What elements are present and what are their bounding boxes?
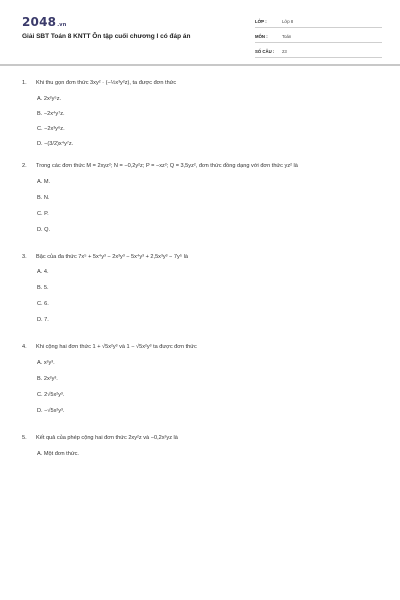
option-d[interactable]: D. −(3/2)x⁴y⁷z. (37, 141, 74, 147)
option-c[interactable]: C. −2x³y⁶z. (37, 126, 65, 132)
option-b[interactable]: B. −2x⁴y⁷z. (37, 111, 65, 117)
option-a[interactable]: A. 4. (37, 269, 49, 275)
option-d[interactable]: D. 7. (37, 317, 49, 323)
logo-main: 2048 (22, 15, 57, 29)
question-stem (22, 342, 384, 352)
question-5 (22, 433, 384, 459)
meta-row-subject (255, 31, 382, 43)
question-3 (22, 252, 384, 325)
question-text: Khi cộng hai đơn thức 1 + √5x²y³ và 1 − √5x²y³ ta được đơn thức (36, 344, 197, 350)
question-number: 1. (22, 80, 27, 86)
question-text: Bậc của đa thức 7x⁵ + 5x⁴y³ − 2x³y³ − 5x⁴y³ + 2,5x³y³ − 7y⁵ là (36, 254, 189, 260)
option-c[interactable]: C. 2√5x²y³. (37, 392, 65, 398)
meta-row-count (255, 46, 382, 58)
site-logo[interactable] (22, 15, 67, 29)
meta-row-grade (255, 16, 382, 28)
document-meta (255, 16, 382, 61)
question-1 (22, 78, 384, 149)
option-c[interactable]: C. P. (37, 211, 49, 217)
meta-label: SỐ CÂU : (255, 48, 275, 54)
question-2 (22, 161, 384, 235)
option-a[interactable]: A. 2x²y⁵z. (37, 96, 62, 102)
question-number: 3. (22, 254, 27, 260)
option-d[interactable]: D. −√5x²y³. (37, 408, 65, 414)
question-stem (22, 433, 384, 443)
question-number: 2. (22, 163, 27, 169)
question-list (22, 78, 384, 459)
question-number: 5. (22, 435, 27, 441)
question-4 (22, 342, 384, 416)
document-title: Giải SBT Toán 8 KNTT Ôn tập cuối chương I có đáp án (22, 33, 191, 40)
question-text: Trong các đơn thức M = 2xyz²; N = −0,2y²z; P = −xz²; Q = 3,5yz², đơn thức đồng dạng với đơn thức yz² là (36, 163, 298, 169)
logo-suffix: .vn (57, 22, 67, 28)
option-a[interactable]: A. x²y³. (37, 360, 55, 366)
option-c[interactable]: C. 6. (37, 301, 49, 307)
meta-value: Lớp 8 (282, 18, 294, 24)
option-a[interactable]: A. M. (37, 179, 51, 185)
option-b[interactable]: B. N. (37, 195, 50, 201)
question-text: Kết quả của phép cộng hai đơn thức 2xy²z và −0,2x²yz là (36, 435, 178, 441)
meta-value: Toán (282, 33, 292, 39)
header-divider (0, 64, 400, 66)
option-a[interactable]: A. Một đơn thức. (37, 451, 79, 457)
meta-label: LỚP : (255, 18, 267, 24)
option-b[interactable]: B. 2x²y³. (37, 376, 58, 382)
question-number: 4. (22, 344, 27, 350)
question-text: Khi thu gọn đơn thức 3xy² · (−½x³y²z), ta được đơn thức (36, 80, 177, 86)
meta-label: MÔN : (255, 33, 268, 39)
question-stem (22, 78, 384, 88)
meta-value: 23 (282, 48, 287, 54)
question-stem (22, 252, 384, 262)
page-header (0, 0, 400, 62)
question-stem (22, 161, 384, 171)
option-b[interactable]: B. 5. (37, 285, 49, 291)
option-d[interactable]: D. Q. (37, 227, 51, 233)
